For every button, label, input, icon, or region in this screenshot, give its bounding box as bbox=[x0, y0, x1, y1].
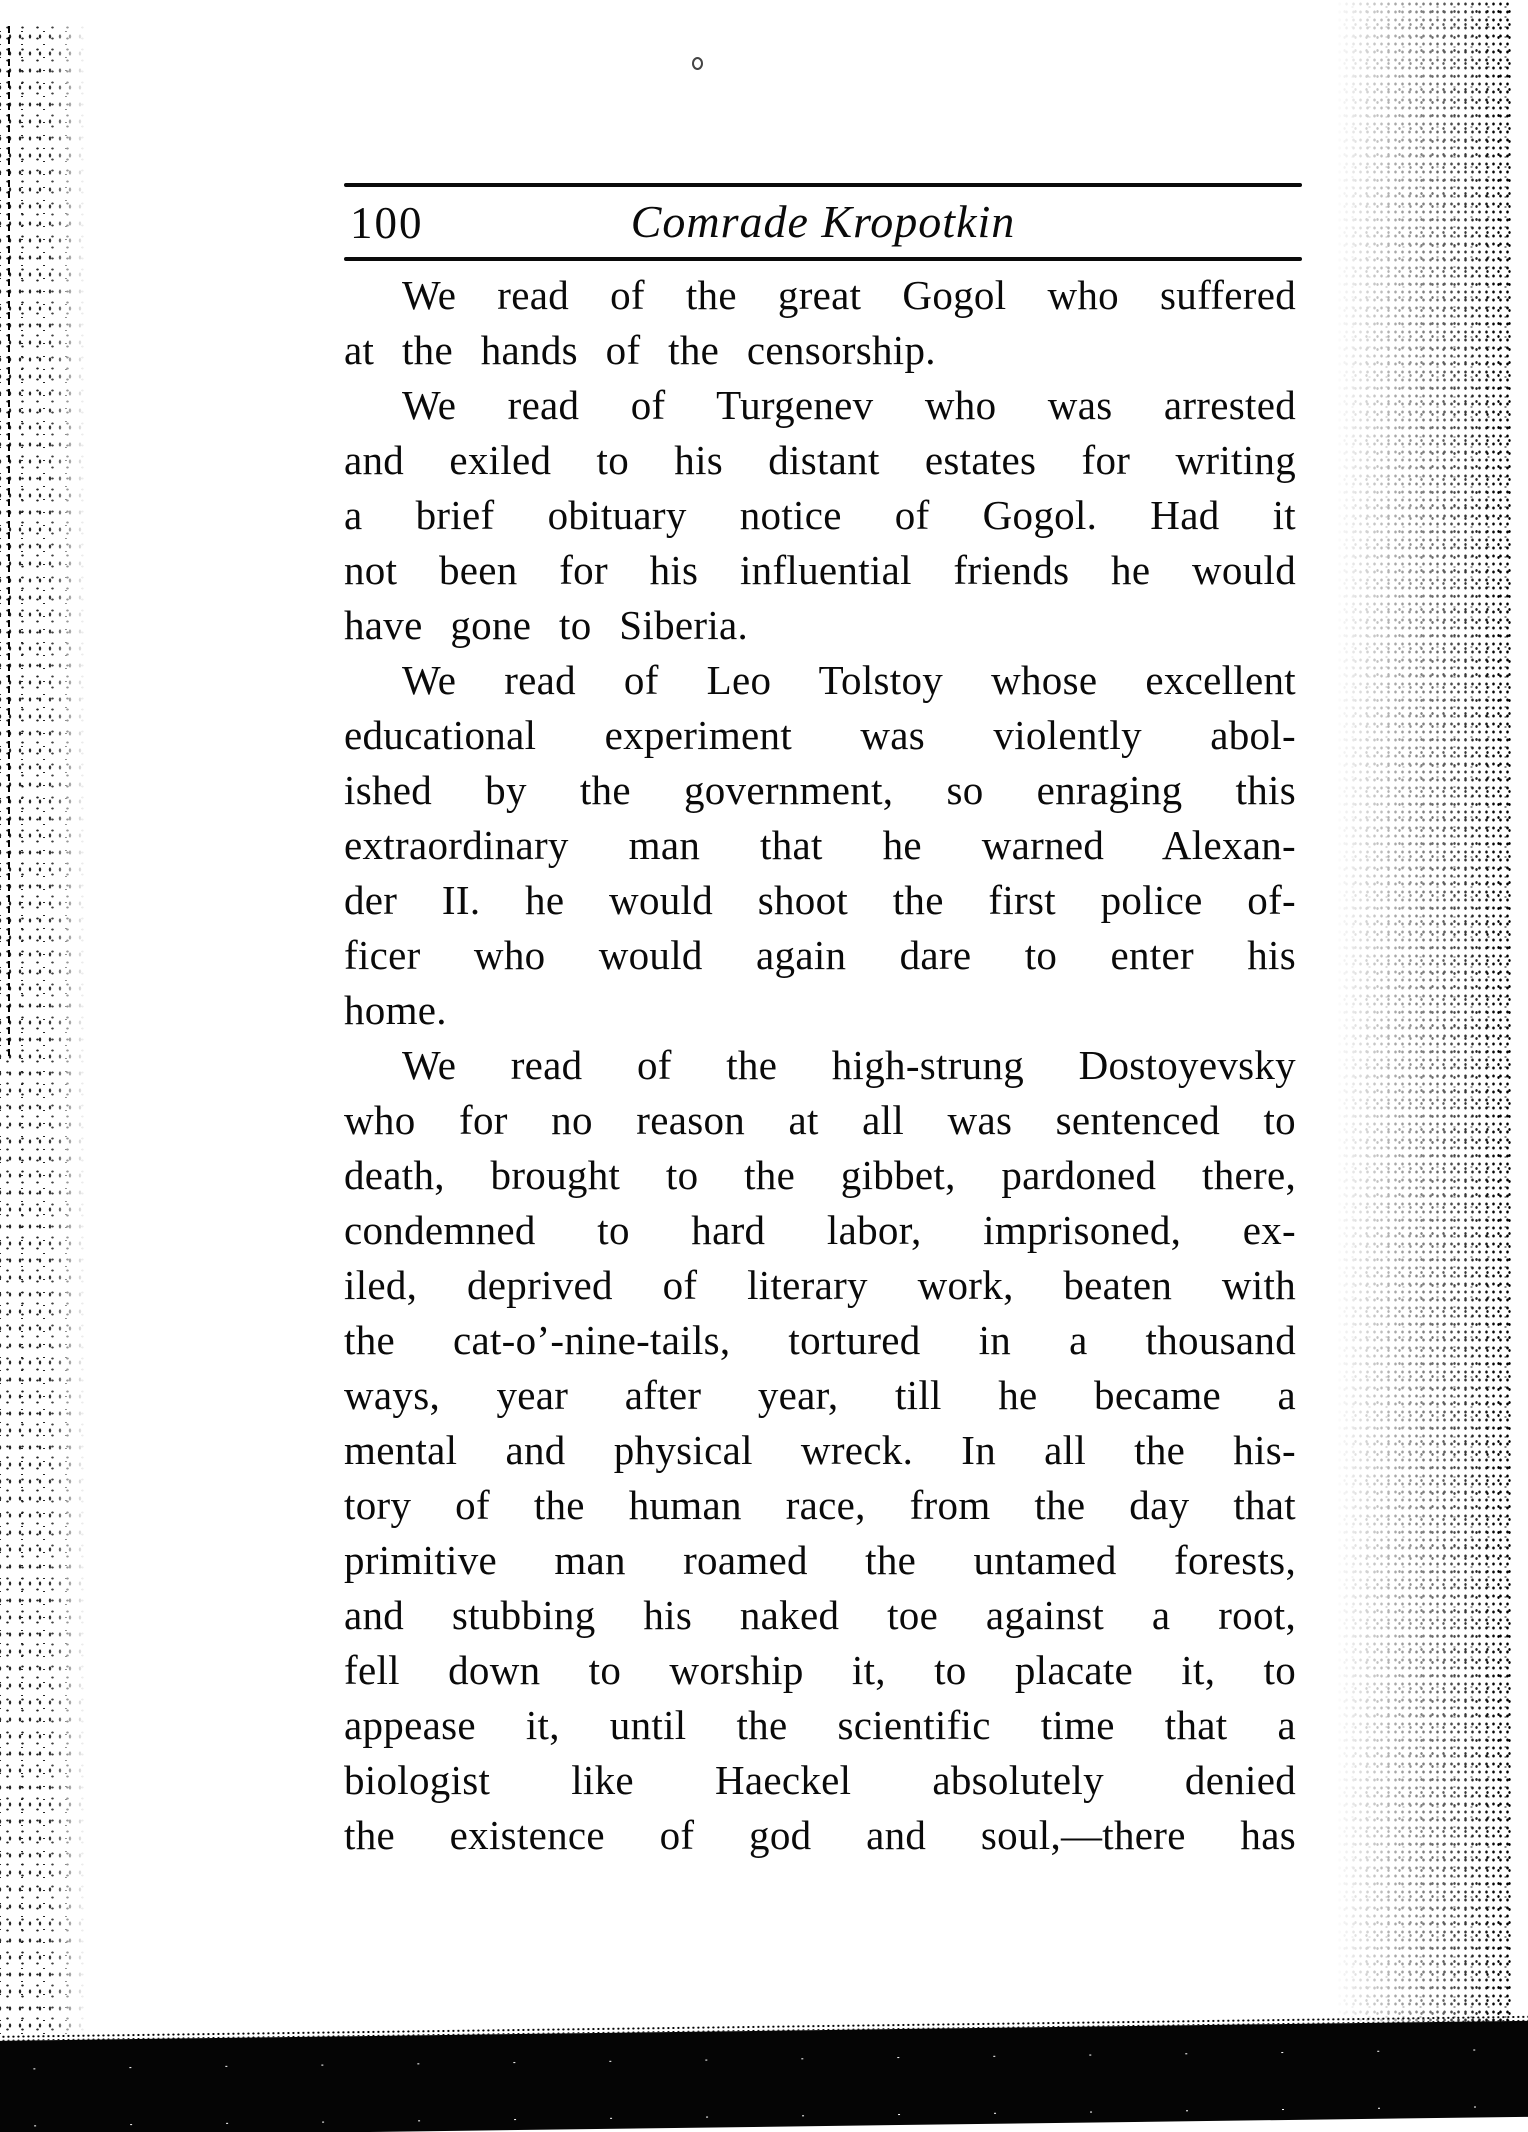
text-line: We read of Leo Tolstoy whose excellent bbox=[402, 657, 1296, 703]
text-line: the existence of god and soul,—there has bbox=[344, 1812, 1296, 1858]
text-line: death, brought to the gibbet, pardoned there, bbox=[344, 1152, 1296, 1198]
text-line: and stubbing his naked toe against a root, bbox=[344, 1592, 1296, 1638]
page-number: 100 bbox=[350, 198, 424, 248]
text-line: ished by the government, so enraging this bbox=[344, 767, 1296, 813]
head-rule-bottom bbox=[344, 257, 1302, 261]
text-line: biologist like Haeckel absolutely denied bbox=[344, 1757, 1296, 1803]
text-line: We read of the great Gogol who suffered bbox=[402, 272, 1296, 318]
text-line: at the hands of the censorship. bbox=[344, 327, 936, 373]
text-line: the cat-o’-nine-tails, tortured in a thousand bbox=[344, 1317, 1296, 1363]
text-line: extraordinary man that he warned Alexan- bbox=[344, 822, 1296, 868]
text-line: der II. he would shoot the first police of- bbox=[344, 877, 1296, 923]
text-line: tory of the human race, from the day that bbox=[344, 1482, 1296, 1528]
text-line: iled, deprived of literary work, beaten with bbox=[344, 1262, 1296, 1308]
scan-noise-left-streak bbox=[8, 26, 10, 1056]
body-text bbox=[344, 268, 1296, 1863]
text-line: fell down to worship it, to placate it, to bbox=[344, 1647, 1296, 1693]
text-line: a brief obituary notice of Gogol. Had it bbox=[344, 492, 1296, 538]
text-line: have gone to Siberia. bbox=[344, 602, 749, 648]
head-row bbox=[344, 191, 1302, 253]
text-line: home. bbox=[344, 987, 447, 1033]
text-line: not been for his influential friends he would bbox=[344, 547, 1296, 593]
scan-black-band bbox=[0, 2020, 1528, 2132]
text-line: ways, year after year, till he became a bbox=[344, 1372, 1296, 1418]
text-line: primitive man roamed the untamed forests, bbox=[344, 1537, 1296, 1583]
scan-noise-right-edge bbox=[1336, 0, 1512, 2026]
scan-speck-artifact bbox=[692, 57, 703, 70]
text-line: mental and physical wreck. In all the his- bbox=[344, 1427, 1296, 1473]
text-line: and exiled to his distant estates for writing bbox=[344, 437, 1296, 483]
text-line: ficer who would again dare to enter his bbox=[344, 932, 1296, 978]
head-rule-top bbox=[344, 183, 1302, 187]
scan-noise-left-edge bbox=[0, 22, 86, 2038]
running-title: Comrade Kropotkin bbox=[630, 196, 1016, 247]
text-line: We read of Turgenev who was arrested bbox=[402, 382, 1296, 428]
text-line: appease it, until the scientific time that a bbox=[344, 1702, 1296, 1748]
text-line: condemned to hard labor, imprisoned, ex- bbox=[344, 1207, 1296, 1253]
text-line: who for no reason at all was sentenced to bbox=[344, 1097, 1296, 1143]
running-head bbox=[344, 183, 1302, 261]
text-line: We read of the high-strung Dostoyevsky bbox=[402, 1042, 1296, 1088]
text-line: educational experiment was violently abol- bbox=[344, 712, 1296, 758]
